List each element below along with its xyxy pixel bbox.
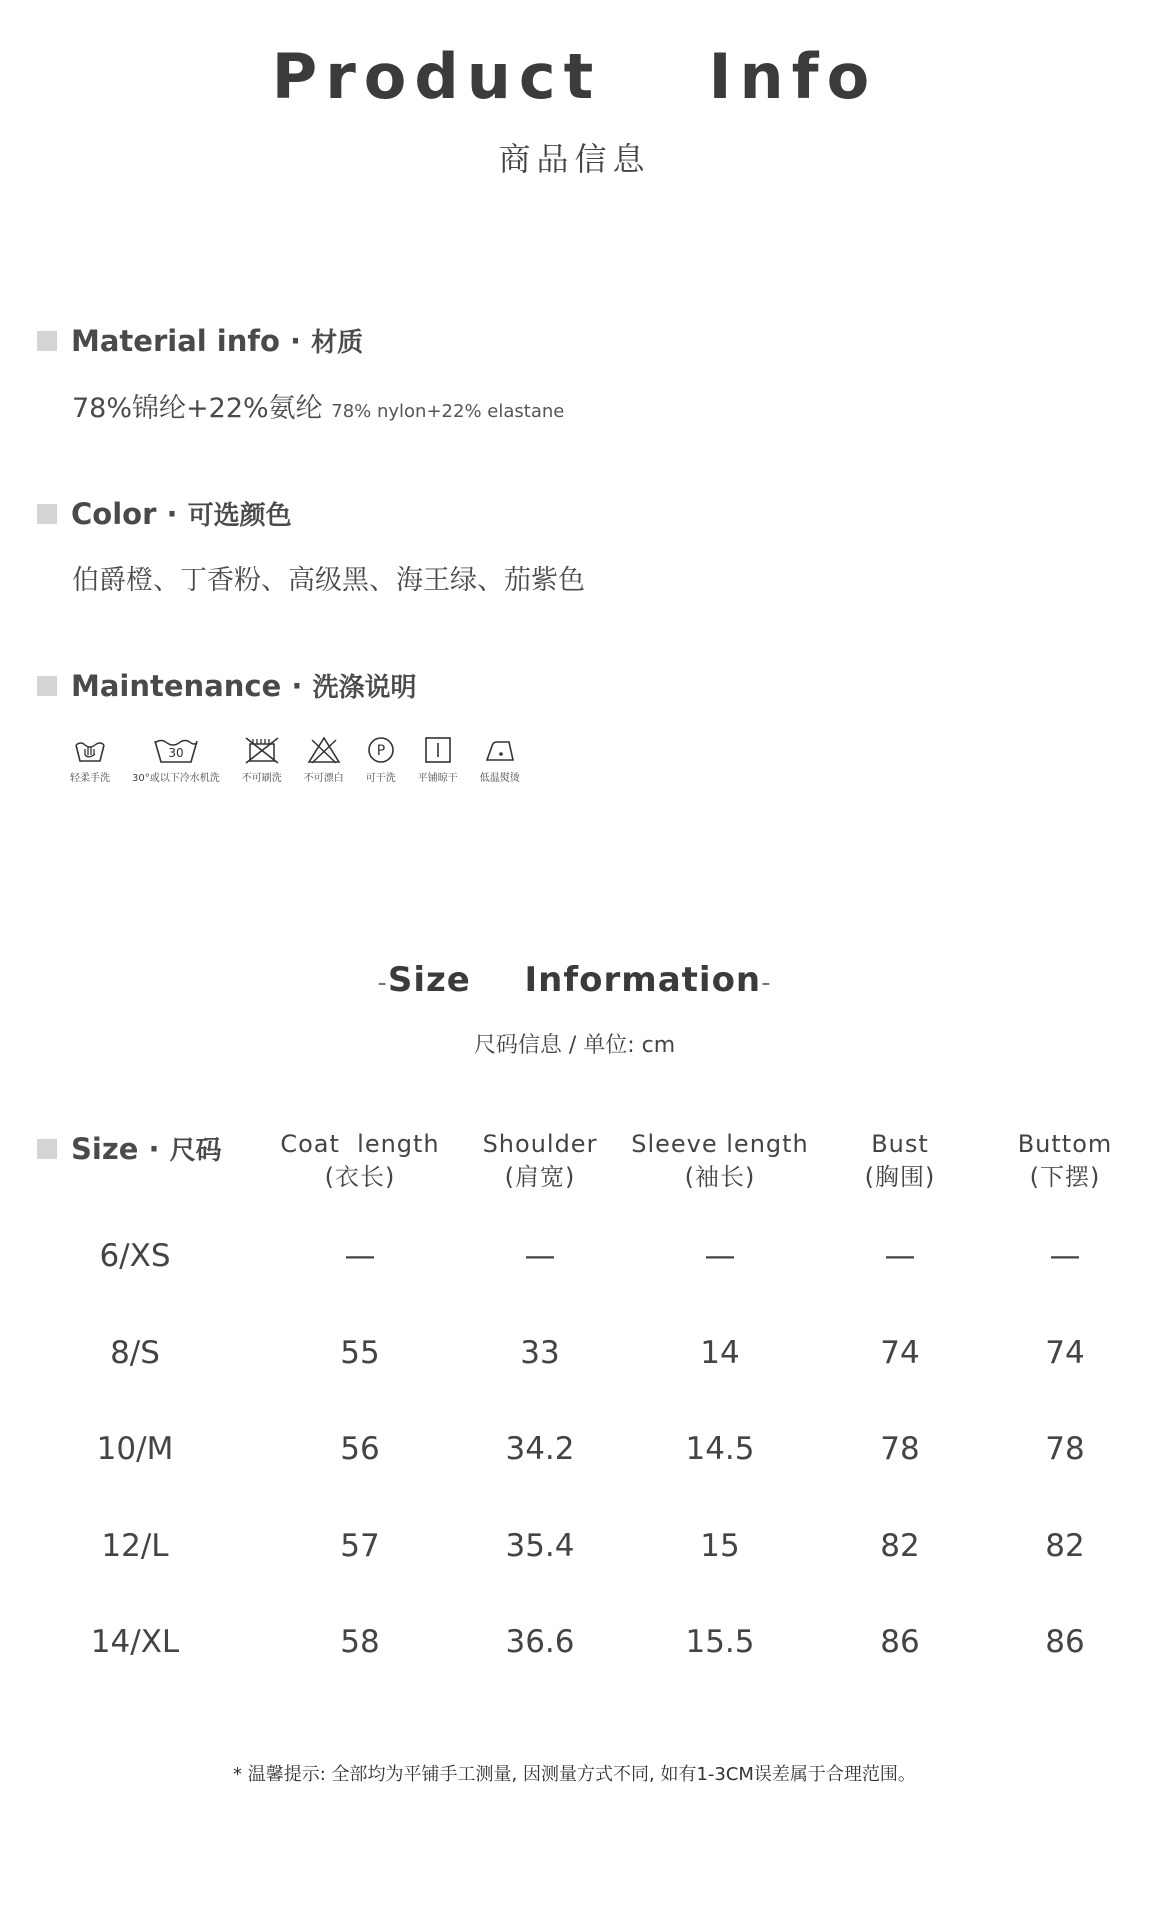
care-label: 不可漂白 bbox=[303, 773, 344, 784]
dry-clean-p-icon bbox=[366, 735, 396, 765]
square-bullet-icon bbox=[37, 504, 57, 524]
size-table-cell: 14 bbox=[700, 1335, 740, 1371]
care-label: 平铺晾干 bbox=[417, 773, 458, 784]
size-table-cell: — bbox=[884, 1238, 916, 1274]
maintenance-title: Maintenance bbox=[71, 669, 282, 703]
size-table-cell: 78 bbox=[1045, 1431, 1085, 1467]
wash-30-icon bbox=[152, 735, 200, 765]
size-table-cell: 56 bbox=[340, 1431, 380, 1467]
care-label: 低温熨烫 bbox=[479, 773, 520, 784]
size-table-cell: — bbox=[524, 1238, 556, 1274]
size-section-title bbox=[0, 960, 1149, 1000]
size-heading: Size · 尺码 bbox=[37, 1130, 222, 1167]
size-table-cell: — bbox=[344, 1238, 376, 1274]
page-title: Product Info bbox=[271, 40, 878, 113]
column-header-en: Shoulder bbox=[482, 1130, 598, 1158]
no-bleach-icon bbox=[306, 735, 342, 765]
maintenance-title-cn: 洗涤说明 bbox=[312, 673, 417, 703]
dry-clean-letter: P bbox=[376, 743, 385, 759]
size-table-cell: 35.4 bbox=[505, 1528, 575, 1564]
dash-icon: - bbox=[761, 968, 772, 998]
column-header-cn: (胸围) bbox=[864, 1163, 936, 1191]
size-table-cell: 36.6 bbox=[505, 1624, 575, 1660]
column-header-cn: (下摆) bbox=[1029, 1163, 1101, 1191]
size-table-cell: 78 bbox=[880, 1431, 920, 1467]
page-subtitle: 商品信息 bbox=[498, 140, 651, 178]
care-label: 可干洗 bbox=[365, 773, 396, 784]
care-item bbox=[132, 735, 220, 784]
size-table-cell: — bbox=[1049, 1238, 1081, 1274]
size-table-cell: 82 bbox=[1045, 1528, 1085, 1564]
iron-low-icon bbox=[483, 735, 517, 765]
care-item bbox=[304, 735, 344, 784]
square-bullet-icon bbox=[37, 1139, 57, 1159]
material-title: Material info bbox=[71, 324, 280, 358]
size-title-text: Size Information bbox=[387, 960, 762, 1000]
size-table-cell: 57 bbox=[340, 1528, 380, 1564]
size-title-cn: 尺码 bbox=[169, 1136, 222, 1166]
size-row-label: 12/L bbox=[101, 1528, 169, 1564]
dash-icon: - bbox=[377, 968, 388, 998]
size-table-cell: 34.2 bbox=[505, 1431, 575, 1467]
size-row-label: 14/XL bbox=[90, 1624, 180, 1660]
size-table-cell: 15 bbox=[700, 1528, 740, 1564]
size-table-cell: 33 bbox=[520, 1335, 560, 1371]
size-table-cell: — bbox=[704, 1238, 736, 1274]
care-item bbox=[70, 735, 110, 784]
care-icons bbox=[70, 735, 542, 784]
care-label: 不可刷洗 bbox=[241, 773, 282, 784]
square-bullet-icon bbox=[37, 676, 57, 696]
column-header-coat-length bbox=[270, 1128, 450, 1194]
care-item bbox=[242, 735, 282, 784]
no-brush-icon bbox=[242, 735, 282, 765]
material-title-cn: 材质 bbox=[311, 328, 364, 358]
column-header-cn: (肩宽) bbox=[504, 1163, 576, 1191]
measurement-note: * 温馨提示: 全部均为平铺手工测量, 因测量方式不同, 如有1-3CM误差属于合理范围。 bbox=[233, 1764, 916, 1785]
size-row-label: 8/S bbox=[110, 1335, 160, 1371]
size-table-cell: 82 bbox=[880, 1528, 920, 1564]
size-table-cell: 86 bbox=[880, 1624, 920, 1660]
size-section-subtitle: 尺码信息 / 单位: cm bbox=[473, 1033, 676, 1058]
material-composition-en: 78% nylon+22% elastane bbox=[331, 401, 565, 422]
color-title-cn: 可选颜色 bbox=[187, 501, 292, 531]
size-table-cell: 74 bbox=[1045, 1335, 1085, 1371]
material-heading: Material info · 材质 bbox=[37, 322, 363, 359]
color-heading: Color · 可选颜色 bbox=[37, 495, 292, 532]
column-header-buttom bbox=[990, 1128, 1140, 1194]
size-table-cell: 15.5 bbox=[685, 1624, 755, 1660]
size-table-cell: 86 bbox=[1045, 1624, 1085, 1660]
care-item bbox=[418, 735, 458, 784]
material-text bbox=[72, 386, 564, 425]
color-options: 伯爵橙、丁香粉、高级黑、海王绿、茄紫色 bbox=[72, 565, 585, 596]
size-table-cell: 55 bbox=[340, 1335, 380, 1371]
dry-flat-icon bbox=[423, 735, 453, 765]
care-item bbox=[366, 735, 396, 784]
column-header-shoulder bbox=[460, 1128, 620, 1194]
column-header-sleeve-length bbox=[620, 1128, 820, 1194]
size-table-cell: 14.5 bbox=[685, 1431, 755, 1467]
material-composition-cn: 78%锦纶+22%氨纶 bbox=[72, 393, 323, 424]
column-header-cn: (袖长) bbox=[684, 1163, 756, 1191]
column-header-en: Buttom bbox=[1017, 1130, 1113, 1158]
size-row-label: 10/M bbox=[96, 1431, 174, 1467]
column-header-en: Coat length bbox=[280, 1130, 440, 1158]
size-title: Size bbox=[71, 1132, 139, 1166]
care-label: 轻柔手洗 bbox=[70, 773, 110, 784]
maintenance-heading: Maintenance · 洗涤说明 bbox=[37, 667, 417, 704]
column-header-bust bbox=[820, 1128, 980, 1194]
column-header-en: Sleeve length bbox=[631, 1130, 809, 1158]
color-title: Color bbox=[71, 497, 157, 531]
hand-wash-icon bbox=[73, 735, 107, 765]
size-row-label: 6/XS bbox=[99, 1238, 171, 1274]
size-table-cell: 58 bbox=[340, 1624, 380, 1660]
care-label: 30°或以下冷水机洗 bbox=[132, 773, 220, 784]
column-header-en: Bust bbox=[871, 1130, 929, 1158]
size-table-cell: 74 bbox=[880, 1335, 920, 1371]
care-item bbox=[480, 735, 520, 784]
wash-temp-text: 30 bbox=[168, 746, 184, 760]
column-header-cn: (衣长) bbox=[324, 1163, 396, 1191]
square-bullet-icon bbox=[37, 331, 57, 351]
